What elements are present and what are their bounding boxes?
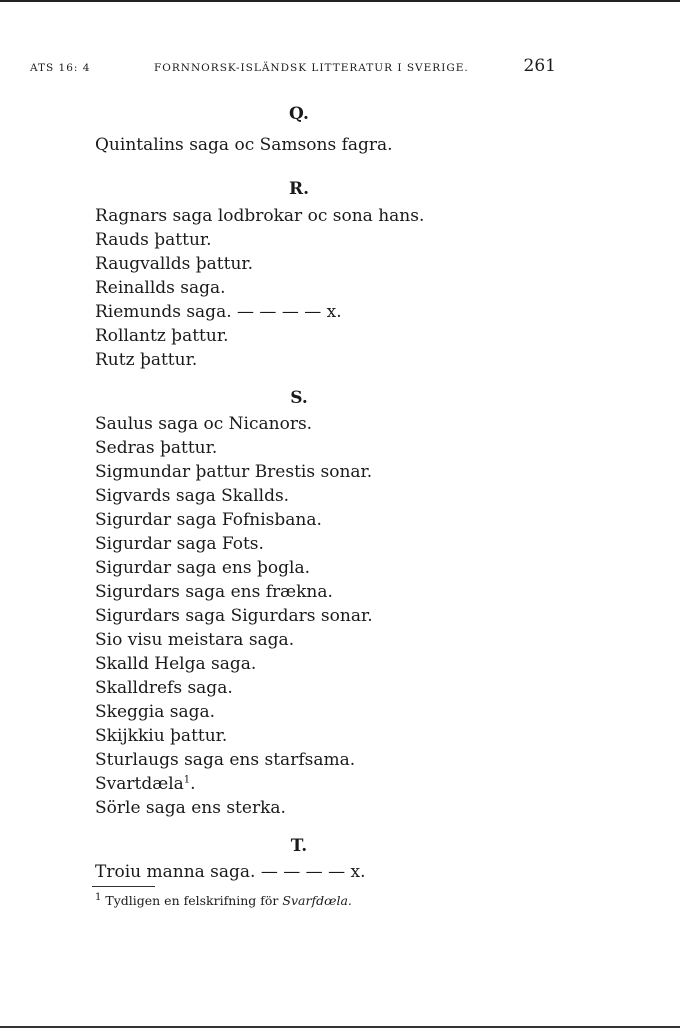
list-item: Sigvards saga Skallds. — [95, 486, 290, 506]
list-item: Sigurdar saga Fots. — [95, 534, 264, 554]
list-item: Svartdæla$^1$. — [95, 774, 196, 794]
list-item: Sigmundar þattur Brestis sonar. — [95, 462, 373, 482]
running-header — [30, 58, 556, 80]
list-item: Troiu manna saga. — — — — x. — [95, 862, 366, 882]
list-item: Rollantz þattur. — [95, 326, 229, 346]
list-item: Rauds þattur. — [95, 230, 212, 250]
list-item: Raugvallds þattur. — [95, 254, 254, 274]
list-item: Ragnars saga lodbrokar oc sona hans. — [95, 206, 425, 226]
section-heading-q: Q. — [289, 104, 309, 124]
bottom-border — [0, 1026, 680, 1028]
section-heading-t: T. — [290, 836, 308, 856]
list-item: Skalld Helga saga. — [95, 654, 257, 674]
list-item-text: Svartdæla — [95, 774, 184, 794]
list-item: Quintalins saga oc Samsons fagra. — [95, 135, 393, 155]
section-heading-r: R. — [288, 179, 310, 199]
list-item: Sigurdar saga Fofnisbana. — [95, 510, 322, 530]
list-item: Rutz þattur. — [95, 350, 198, 370]
list-item: Sigurdars saga Sigurdars sonar. — [95, 606, 373, 626]
list-item: Sörle saga ens sterka. — [95, 798, 286, 818]
list-item: Sigurdar saga ens þogla. — [95, 558, 310, 578]
list-item: Saulus saga oc Nicanors. — [95, 414, 313, 434]
list-item: Riemunds saga. — — — — x. — [95, 302, 342, 322]
top-border — [0, 0, 680, 2]
list-item: Skeggia saga. — [95, 702, 216, 722]
footnote-text: Tydligen en felskrifning för — [105, 893, 279, 908]
footnote-reference: 1 — [183, 774, 191, 786]
list-item: Sio visu meistara saga. — [95, 630, 295, 650]
footnote-italic: Svarfdœla. — [282, 893, 352, 908]
list-item: Skalldrefs saga. — [95, 678, 233, 698]
footnote — [95, 893, 352, 908]
footnote-mark: 1 — [95, 891, 102, 903]
footnote-rule — [92, 886, 155, 887]
page-number: 261 — [523, 56, 556, 76]
list-item: Sedras þattur. — [95, 438, 218, 458]
list-item: Sigurdars saga ens frækna. — [95, 582, 333, 602]
running-title: FORNNORSK-ISLÄNDSK LITTERATUR I SVERIGE. — [154, 62, 469, 74]
list-item: Skijkkiu þattur. — [95, 726, 228, 746]
list-item: Reinallds saga. — [95, 278, 226, 298]
section-heading-s: S. — [290, 388, 308, 408]
series-label: ATS 16: 4 — [30, 62, 91, 74]
list-item: Sturlaugs saga ens starfsama. — [95, 750, 356, 770]
